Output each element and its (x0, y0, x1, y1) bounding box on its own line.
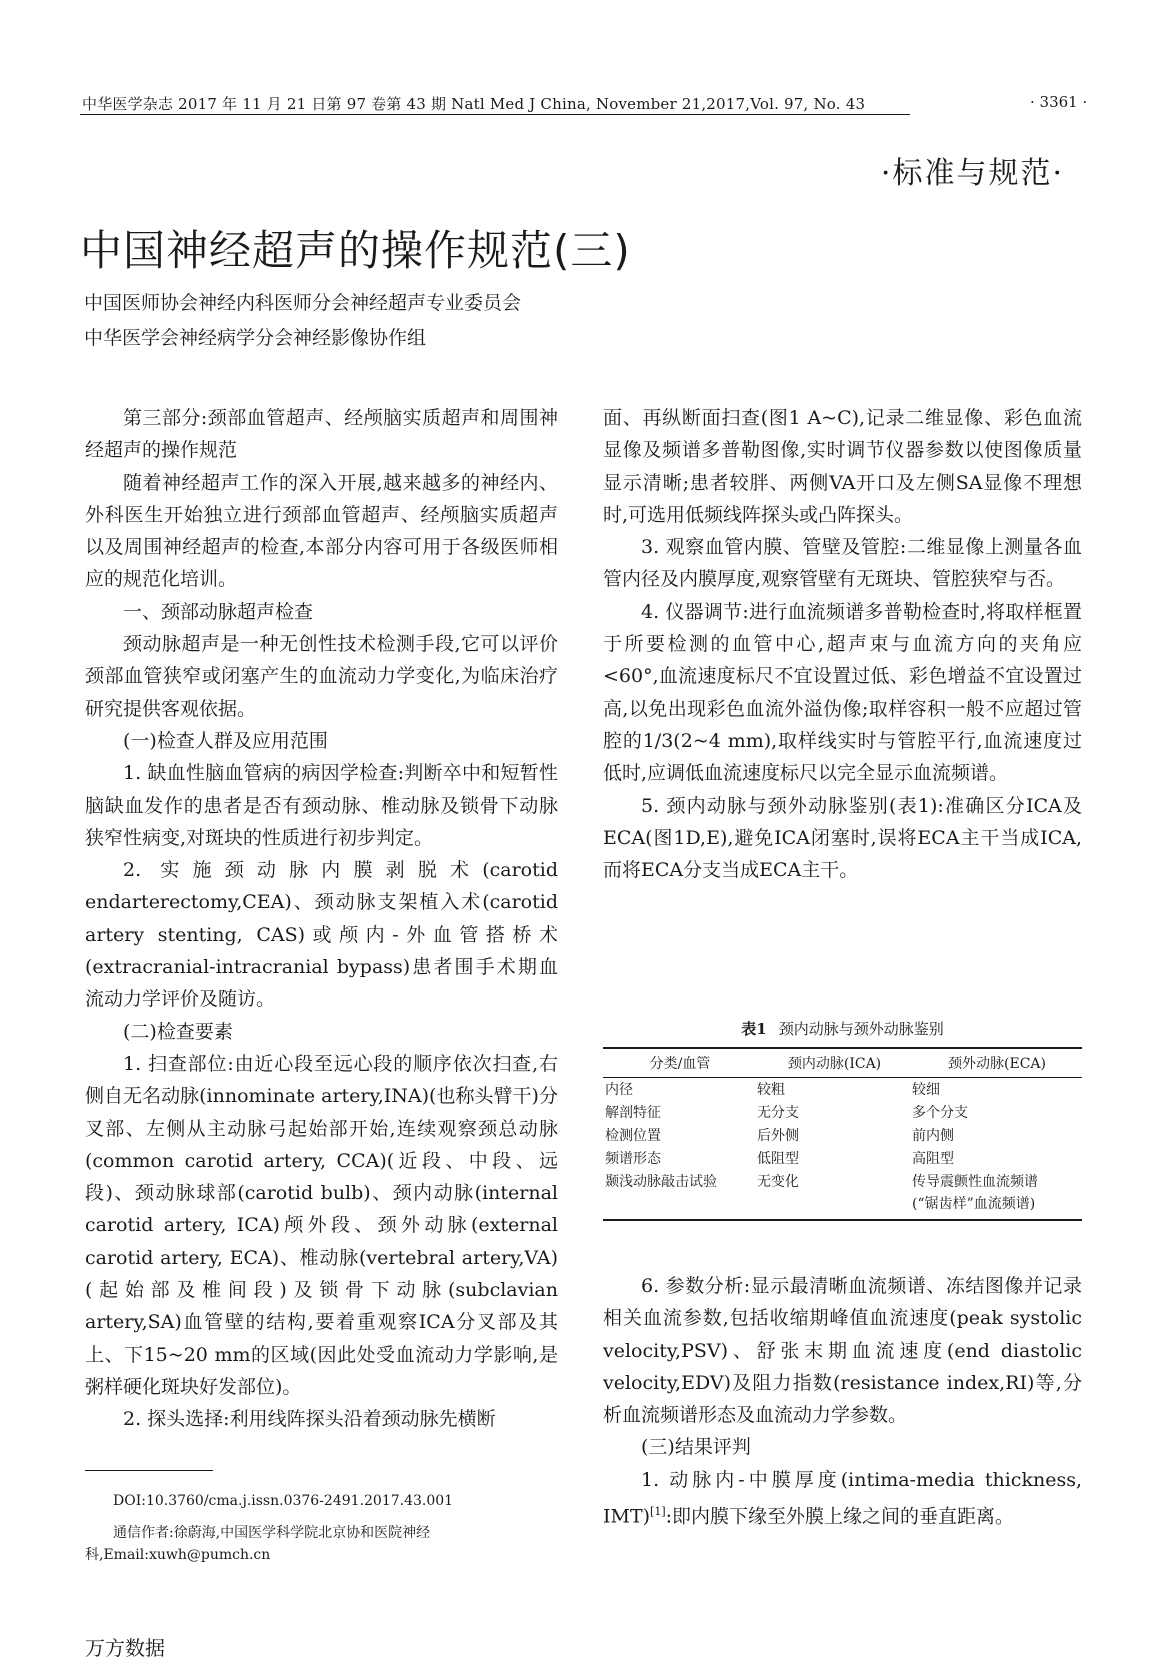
running-header: 中华医学杂志 2017 年 11 月 21 日第 97 卷第 43 期 Natl Med J China, November 21,2017,Vol. 97, No. 43 (82, 95, 866, 113)
table-cell: 内径 (605, 1082, 633, 1098)
table-cell: 无分支 (757, 1105, 799, 1121)
page-number: · 3361 · (1030, 93, 1088, 111)
subsection-heading: (三)结果评判 (641, 1436, 751, 1459)
footnote-rule (85, 1470, 213, 1471)
doi-text: DOI:10.3760/cma.j.issn.0376-2491.2017.43.001 (113, 1493, 454, 1509)
paragraph-text: :即内膜下缘至外膜上缘之间的垂直距离。 (665, 1505, 1015, 1528)
table-cell: 多个分支 (912, 1105, 968, 1121)
paragraph: 1. 扫查部位:由近心段至远心段的顺序依次扫查,右侧自无名动脉(innominate artery,INA)(也称头臂干)分叉部、左侧从主动脉弓起始部开始,连续观察颈总动脉(common carotid artery, CCA)(近段、中段、远段)、颈动脉球部(carotid bulb)、颈内动脉(internal carotid artery, ICA)颅外段、颈外动脉(external carotid artery, ECA)、椎动脉(vertebral artery,VA)(起始部及椎间段)及锁骨下动脉(subclavian artery,SA)血管壁的结构,要着重观察ICA分叉部及其上、下15~20 mm的区域(因此处受血流动力学影响,是粥样硬化斑块好发部位)。 (85, 1052, 558, 1398)
paragraph: 面、再纵断面扫查(图1 A~C),记录二维显像、彩色血流显像及频谱多普勒图像,实时调节仪器参数以使图像质量显示清晰;患者较胖、两侧VA开口及左侧SA显像不理想时,可选用低频线阵探头或凸阵探头。 (603, 407, 1082, 526)
table-header-row (603, 1048, 1082, 1078)
table-row (603, 1101, 1082, 1124)
table-cell: 较粗 (757, 1082, 785, 1098)
watermark-text: 万方数据 (85, 1636, 165, 1660)
table-cell: 低阻型 (757, 1151, 799, 1167)
corresponding-author: 通信作者:徐蔚海,中国医学科学院北京协和医院神经科,Email:xuwh@pumch.cn (85, 1525, 431, 1563)
section-heading: 一、颈部动脉超声检查 (123, 600, 314, 623)
table-cell: 频谱形态 (605, 1151, 661, 1167)
table-row (603, 1124, 1082, 1147)
table-cell-line: (“锯齿样”血流频谱) (912, 1196, 1036, 1212)
comparison-table (603, 1047, 1082, 1221)
table-cell: 较细 (912, 1082, 940, 1098)
left-column (85, 402, 558, 1436)
table-row (603, 1078, 1082, 1102)
reference-mark: [1] (650, 1505, 666, 1519)
footnotes (85, 1490, 565, 1566)
table-cell: 检测位置 (605, 1128, 661, 1144)
table-cell: 颞浅动脉敲击试验 (603, 1170, 757, 1220)
table-header-cell: 颈内动脉(ICA) (757, 1048, 912, 1078)
right-column (603, 402, 1082, 886)
paragraph: 颈动脉超声是一种无创性技术检测手段,它可以评价颈部血管狭窄或闭塞产生的血流动力学变化,为临床治疗研究提供客观依据。 (85, 633, 558, 720)
right-column-continued (603, 1270, 1082, 1533)
paragraph: 5. 颈内动脉与颈外动脉鉴别(表1):准确区分ICA及ECA(图1D,E),避免ICA闭塞时,误将ECA主干当成ICA,而将ECA分支当成ECA主干。 (603, 794, 1082, 882)
paragraph-text: 1. 动脉内-中膜厚度(intima-media thickness, IMT) (603, 1468, 1082, 1528)
table-label: 表1 (741, 1020, 767, 1038)
table-caption (603, 1018, 1082, 1039)
table-cell: 后外侧 (757, 1128, 799, 1144)
article-title: 中国神经超声的操作规范(三) (80, 226, 631, 275)
author-line-2: 中华医学会神经病学分会神经影像协作组 (84, 327, 427, 349)
table-cell: 无变化 (757, 1170, 912, 1220)
table-cell: 前内侧 (912, 1128, 954, 1144)
header-rule (80, 114, 910, 115)
table-header-cell: 分类/血管 (603, 1048, 757, 1078)
table-row (603, 1170, 1082, 1220)
paragraph: 6. 参数分析:显示最清晰血流频谱、冻结图像并记录相关血流参数,包括收缩期峰值血流速度(peak systolic velocity,PSV)、舒张末期血流速度(end diastolic velocity,EDV)及阻力指数(resistance index,RI)等,分析血流频谱形态及血流动力学参数。 (603, 1275, 1082, 1427)
author-line-1: 中国医师协会神经内科医师分会神经超声专业委员会 (84, 292, 522, 314)
paragraph: 3. 观察血管内膜、管壁及管腔:二维显像上测量各血管内径及内膜厚度,观察管壁有无斑块、管腔狭窄与否。 (603, 536, 1082, 591)
table-header-cell: 颈外动脉(ECA) (912, 1048, 1082, 1078)
paragraph: 2. 探头选择:利用线阵探头沿着颈动脉先横断 (123, 1408, 496, 1431)
table-cell-line: 传导震颤性血流频谱 (912, 1174, 1038, 1190)
paragraph (603, 1464, 1082, 1533)
subsection-heading: (二)检查要素 (123, 1020, 233, 1043)
paragraph: 1. 缺血性脑血管病的病因学检查:判断卒中和短暂性脑缺血发作的患者是否有颈动脉、椎动脉及锁骨下动脉狭窄性病变,对斑块的性质进行初步判定。 (85, 762, 558, 849)
table-cell: 解剖特征 (605, 1105, 661, 1121)
column-tag: ·标准与规范· (880, 156, 1064, 191)
table-row (603, 1147, 1082, 1170)
paragraph: 4. 仪器调节:进行血流频谱多普勒检查时,将取样框置于所要检测的血管中心,超声束与血流方向的夹角应<60°,血流速度标尺不宜设置过低、彩色增益不宜设置过高,以免出现彩色血流外溢伪像;取样容积一般不应超过管腔的1/3(2~4 mm),取样线实时与管腔平行,血流速度过低时,应调低血流速度标尺以完全显示血流频谱。 (603, 600, 1082, 785)
paragraph: 2. 实施颈动脉内膜剥脱术(carotid endarterectomy,CEA)、颈动脉支架植入术(carotid artery stenting, CAS)或颅内-外血管搭桥术(extracranial-intracranial bypass)患者围手术期血流动力学评价及随访。 (85, 859, 558, 1011)
table-cell: 高阻型 (912, 1151, 954, 1167)
paragraph: 第三部分:颈部血管超声、经颅脑实质超声和周围神经超声的操作规范 (85, 407, 558, 462)
table-cell (912, 1170, 1082, 1220)
paragraph: 随着神经超声工作的深入开展,越来越多的神经内、外科医生开始独立进行颈部血管超声、经颅脑实质超声以及周围神经超声的检查,本部分内容可用于各级医师相应的规范化培训。 (85, 471, 558, 591)
subsection-heading: (一)检查人群及应用范围 (123, 729, 328, 752)
table-caption-text: 颈内动脉与颈外动脉鉴别 (778, 1020, 944, 1038)
